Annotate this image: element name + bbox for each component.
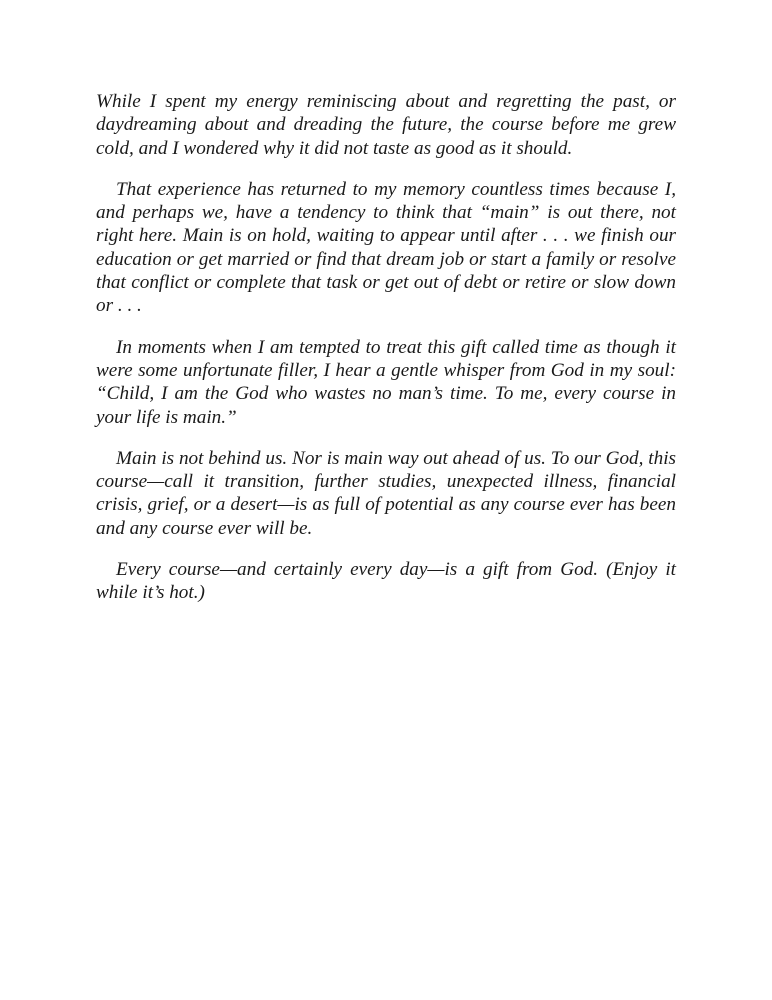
paragraph-3: In moments when I am tempted to treat this gift called time as though it were some unfortunate filler, I hear a gentle whisper from God in my soul: “Child, I am the God who wastes no man’s time. To me, every course in your life is main.” bbox=[96, 336, 676, 428]
paragraph-4: Main is not behind us. Nor is main way out ahead of us. To our God, this course—call it transition, further studies, unexpected illness, financial crisis, grief, or a desert—is as full of potential as any course ever has been and any course ever will be. bbox=[96, 447, 676, 539]
paragraph-5: Every course—and certainly every day—is a gift from God. (Enjoy it while it’s hot.) bbox=[96, 559, 676, 604]
paragraph-1: While I spent my energy reminiscing about and regretting the past, or daydreaming about and dreading the future, the course before me grew cold, and I wondered why it did not taste as good as it should. bbox=[96, 91, 676, 159]
paragraph-2: That experience has returned to my memory countless times because I, and perhaps we, have a tendency to think that “main” is out there, not right here. Main is on hold, waiting to appear until after . . . we finish our education or get married or find that dream job or start a family or resolve that conflict or complete that task or get out of debt or retire or slow down or . . . bbox=[96, 178, 676, 317]
body-text bbox=[96, 90, 676, 623]
